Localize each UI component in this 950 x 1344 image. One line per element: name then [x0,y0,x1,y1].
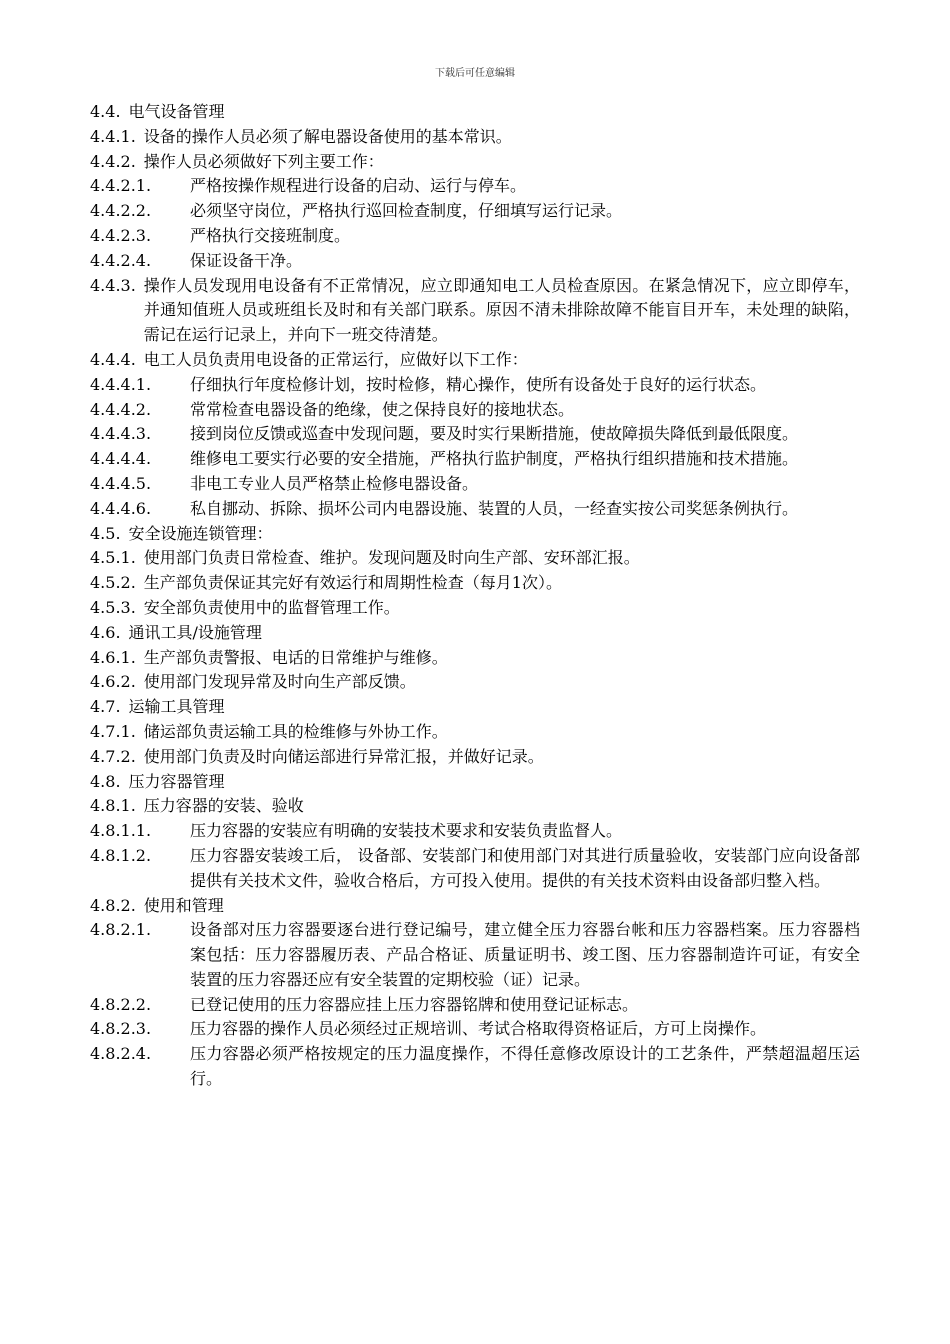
section-number: 4.4.4.6. [90,498,152,518]
section-item [90,224,860,249]
section-text: 常常检查电器设备的绝缘，使之保持良好的接地状态。 [190,399,575,419]
section-number: 4.4. [90,102,121,121]
section-number: 4.8.2. [90,895,136,915]
section-item [90,1017,860,1042]
section-text: 操作人员发现用电设备有不正常情况，应立即通知电工人员检查原因。在紧急情况下，应立即停车，并通知值班人员或班组长及时和有关部门联系。原因不清未排除故障不能盲目开车，未处理的缺陷，需记在运行记录上，并向下一班交待清楚。 [143,275,860,345]
section-item [90,670,860,695]
section-number: 4.4.2.1. [90,176,152,196]
section-number: 4.8.2.4. [90,1044,152,1064]
section-text: 压力容器的操作人员必须经过正规培训、考试合格取得资格证后，方可上岗操作。 [190,1019,767,1039]
section-number: 4.4.4.3. [90,424,152,444]
section-text: 严格按操作规程进行设备的启动、运行与停车。 [190,176,527,196]
section-item [90,720,860,745]
section-item [90,571,860,596]
section-number: 4.4.2.2. [90,201,152,221]
section-text: 保证设备干净。 [190,250,303,270]
section-text: 设备的操作人员必须了解电器设备使用的基本常识。 [143,126,512,146]
section-number: 4.4.3. [90,275,136,295]
section-number: 4.4.2. [90,151,136,171]
section-item [90,497,860,522]
section-text: 压力容器安装竣工后， 设备部、安装部门和使用部门对其进行质量验收，安装部门应向设备部提供有关技术文件，验收合格后，方可投入使用。提供的有关技术资料由设备部归整入档。 [190,845,860,890]
section-item [90,348,860,373]
section-text: 压力容器的安装应有明确的安装技术要求和安装负责监督人。 [190,821,623,841]
section-item [90,398,860,423]
section-number: 4.4.4. [90,349,136,369]
section-text: 生产部负责警报、电话的日常维护与维修。 [143,647,448,667]
section-text: 使用部门发现异常及时向生产部反馈。 [143,672,416,692]
section-item [90,819,860,844]
section-text: 通讯工具/设施管理 [128,622,262,642]
section-text: 使用部门负责日常检查、维护。发现问题及时向生产部、安环部汇报。 [143,548,640,568]
section-text: 仔细执行年度检修计划，按时检修，精心操作，使所有设备处于良好的运行状态。 [190,374,767,394]
section-text: 电工人员负责用电设备的正常运行，应做好以下工作： [143,349,528,369]
section-item [90,174,860,199]
section-item [90,918,860,992]
section-number: 4.8.2.2. [90,994,152,1014]
section-text: 严格执行交接班制度。 [190,225,351,245]
section-number: 4.8. [90,771,121,791]
section-number: 4.8.2.1. [90,920,152,940]
section-item [90,894,860,919]
section-text: 电气设备管理 [128,102,225,121]
section-text: 使用和管理 [143,895,224,915]
section-text: 操作人员必须做好下列主要工作： [143,151,384,171]
section-text: 使用部门负责及时向储运部进行异常汇报，并做好记录。 [143,746,544,766]
section-item [90,745,860,770]
section-text: 安全设施连锁管理： [128,523,273,543]
section-item [90,274,860,348]
section-text: 私自挪动、拆除、损坏公司内电器设施、装置的人员，一经查实按公司奖惩条例执行。 [190,498,799,518]
section-item [90,373,860,398]
section-item [90,695,860,720]
section-item [90,770,860,795]
section-number: 4.5.1. [90,548,136,568]
section-number: 4.7.2. [90,746,136,766]
section-item [90,621,860,646]
section-number: 4.4.4.2. [90,399,152,419]
section-number: 4.8.1.1. [90,821,152,841]
section-text: 必须坚守岗位，严格执行巡回检查制度，仔细填写运行记录。 [190,201,623,221]
section-number: 4.4.4.5. [90,473,152,493]
section-number: 4.5. [90,523,121,543]
section-item [90,125,860,150]
section-number: 4.6.2. [90,672,136,692]
section-number: 4.7.1. [90,721,136,741]
section-text: 非电工专业人员严格禁止检修电器设备。 [190,473,479,493]
section-item [90,472,860,497]
section-item [90,422,860,447]
section-item [90,646,860,671]
section-item [90,150,860,175]
section-text: 压力容器的安装、验收 [143,796,304,816]
section-number: 4.4.4.1. [90,374,152,394]
section-item [90,794,860,819]
section-text: 接到岗位反馈或巡查中发现问题，要及时实行果断措施，使故障损失降低到最低限度。 [190,424,799,444]
section-text: 安全部负责使用中的监督管理工作。 [143,597,400,617]
section-item [90,447,860,472]
section-number: 4.8.2.3. [90,1019,152,1039]
section-number: 4.4.2.3. [90,225,152,245]
section-item [90,844,860,894]
page-header: 下载后可任意编辑 [435,68,515,79]
section-number: 4.4.1. [90,126,136,146]
section-text: 设备部对压力容器要逐台进行登记编号，建立健全压力容器台帐和压力容器档案。压力容器档案包括：压力容器履历表、产品合格证、质量证明书、竣工图、压力容器制造许可证，有安全装置的压力容器还应有安全装置的定期校验（证）记录。 [190,920,860,989]
section-number: 4.8.1.2. [90,845,152,865]
section-number: 4.7. [90,697,121,717]
section-number: 4.5.2. [90,573,136,593]
section-text: 储运部负责运输工具的检维修与外协工作。 [143,721,448,741]
section-number: 4.5.3. [90,597,136,617]
section-text: 生产部负责保证其完好有效运行和周期性检查（每月1次）。 [143,573,562,593]
section-item [90,522,860,547]
section-item [90,199,860,224]
section-number: 4.4.2.4. [90,250,152,270]
section-item [90,546,860,571]
section-number: 4.6. [90,622,121,642]
section-text: 压力容器管理 [128,771,225,791]
section-item [90,596,860,621]
section-number: 4.4.4.4. [90,449,152,469]
section-item [90,100,860,125]
section-text: 维修电工要实行必要的安全措施，严格执行监护制度，严格执行组织措施和技术措施。 [190,449,799,469]
section-number: 4.8.1. [90,796,136,816]
section-text: 压力容器必须严格按规定的压力温度操作，不得任意修改原设计的工艺条件，严禁超温超压运行。 [190,1044,860,1089]
section-item [90,249,860,274]
section-text: 运输工具管理 [128,697,225,717]
document-body [90,100,860,1092]
section-item [90,993,860,1018]
section-text: 已登记使用的压力容器应挂上压力容器铭牌和使用登记证标志。 [190,994,639,1014]
section-number: 4.6.1. [90,647,136,667]
section-item [90,1042,860,1092]
